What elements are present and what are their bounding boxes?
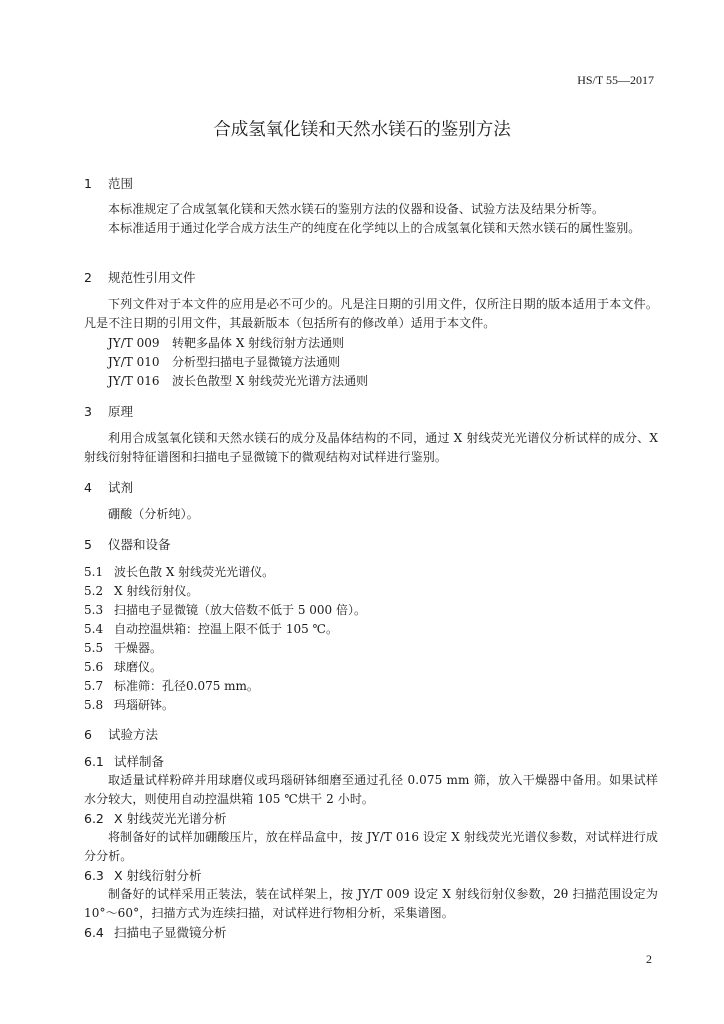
- section-heading-references: [84, 268, 196, 286]
- paragraph: 取适量试样粉碎并用球磨仪或玛瑙研钵细磨至通过孔径 0.075 mm 筛，放入干燥器中备用。如果试样水分较大，则使用自动控温烘箱 105 ℃烘干 2 小时。: [84, 773, 658, 806]
- apparatus-item: [84, 620, 338, 637]
- apparatus-item: [84, 658, 162, 675]
- item-number: 5.8: [84, 698, 104, 712]
- section-title: 范围: [108, 176, 134, 191]
- subsection-title: X 射线荧光光谱分析: [114, 811, 227, 826]
- section-title: 试剂: [108, 480, 134, 495]
- subsection-heading: [84, 923, 227, 941]
- section-title: 试验方法: [108, 727, 159, 742]
- item-text: 球磨仪。: [114, 660, 163, 674]
- item-number: 5.3: [84, 603, 104, 617]
- item-text: 扫描电子显微镜（放大倍数不低于 5 000 倍）。: [114, 603, 366, 617]
- section-heading-test-methods: [84, 725, 158, 743]
- item-text: 自动控温烘箱：控温上限不低于 105 ℃。: [114, 622, 338, 636]
- apparatus-item: [84, 639, 162, 656]
- paragraph: 利用合成氢氧化镁和天然水镁石的成分及晶体结构的不同，通过 X 射线荧光光谱仪分析试样的成分、X 射线衍射特征谱图和扫描电子显微镜下的微观结构对试样进行鉴别。: [84, 431, 658, 464]
- item-number: 5.6: [84, 660, 104, 674]
- paragraph: 本标准规定了合成氢氧化镁和天然水镁石的鉴别方法的仪器和设备、试验方法及结果分析等。: [108, 202, 605, 216]
- page-number: 2: [646, 952, 652, 966]
- subsection-number: 6.4: [84, 925, 104, 940]
- page-title: 合成氢氧化镁和天然水镁石的鉴别方法: [213, 120, 511, 140]
- section-title: 规范性引用文件: [108, 270, 196, 285]
- paragraph: 将制备好的试样加硼酸压片，放在样品盒中，按 JY/T 016 设定 X 射线荧光光谱仪参数，对试样进行成分分析。: [84, 830, 658, 863]
- paragraph: 本标准适用于通过化学合成方法生产的纯度在化学纯以上的合成氢氧化镁和天然水镁石的属性鉴别。: [108, 221, 641, 235]
- section-number: 1: [84, 176, 92, 191]
- section-title: 原理: [108, 404, 134, 419]
- subsection-heading: [84, 752, 164, 770]
- item-text: 标准筛：孔径0.075 mm。: [114, 679, 259, 693]
- item-number: 5.5: [84, 641, 104, 655]
- apparatus-item: [84, 601, 366, 618]
- reference-code: JY/T 016: [108, 374, 160, 388]
- apparatus-item: [84, 696, 174, 713]
- item-text: 干燥器。: [114, 641, 163, 655]
- paragraph: 下列文件对于本文件的应用是必不可少的。凡是注日期的引用文件，仅所注日期的版本适用于本文件。凡是不注日期的引用文件，其最新版本（包括所有的修改单）适用于本文件。: [84, 297, 658, 330]
- item-number: 5.7: [84, 679, 104, 693]
- section-number: 2: [84, 270, 92, 285]
- apparatus-item: [84, 563, 274, 580]
- subsection-number: 6.3: [84, 868, 104, 883]
- reference-item: [108, 372, 368, 389]
- item-text: 波长色散 X 射线荧光光谱仪。: [114, 565, 275, 579]
- apparatus-item: [84, 677, 259, 694]
- section-number: 3: [84, 404, 92, 419]
- subsection-title: 试样制备: [114, 754, 165, 769]
- section-number: 4: [84, 480, 92, 495]
- apparatus-item: [84, 582, 198, 599]
- standard-code: HS/T 55—2017: [577, 73, 654, 87]
- reference-item: [108, 353, 340, 370]
- reference-name: 转靶多晶体 X 射线衍射方法通则: [172, 336, 345, 350]
- reference-name: 分析型扫描电子显微镜方法通则: [172, 355, 341, 369]
- subsection-heading: [84, 866, 202, 884]
- paragraph: 硼酸（分析纯）。: [108, 507, 199, 521]
- section-number: 6: [84, 727, 92, 742]
- section-heading-principle: [84, 402, 133, 420]
- subsection-title: X 射线衍射分析: [114, 868, 202, 883]
- reference-code: JY/T 009: [108, 336, 160, 350]
- item-text: X 射线衍射仪。: [114, 584, 199, 598]
- item-number: 5.4: [84, 622, 104, 636]
- subsection-number: 6.1: [84, 754, 104, 769]
- reference-code: JY/T 010: [108, 355, 160, 369]
- section-number: 5: [84, 537, 92, 552]
- item-text: 玛瑙研钵。: [114, 698, 175, 712]
- section-title: 仪器和设备: [108, 537, 171, 552]
- paragraph: 制备好的试样采用正装法，装在试样架上，按 JY/T 009 设定 X 射线衍射仪参数，2θ 扫描范围设定为 10°～60°，扫描方式为连续扫描，对试样进行物相分析，采集谱图。: [84, 887, 658, 920]
- section-heading-scope: [84, 174, 133, 192]
- subsection-number: 6.2: [84, 811, 104, 826]
- subsection-heading: [84, 809, 227, 827]
- section-heading-reagents: [84, 478, 133, 496]
- item-number: 5.1: [84, 565, 104, 579]
- section-heading-apparatus: [84, 535, 171, 553]
- subsection-title: 扫描电子显微镜分析: [114, 925, 227, 940]
- reference-name: 波长色散型 X 射线荧光光谱方法通则: [172, 374, 369, 388]
- reference-item: [108, 334, 344, 351]
- item-number: 5.2: [84, 584, 104, 598]
